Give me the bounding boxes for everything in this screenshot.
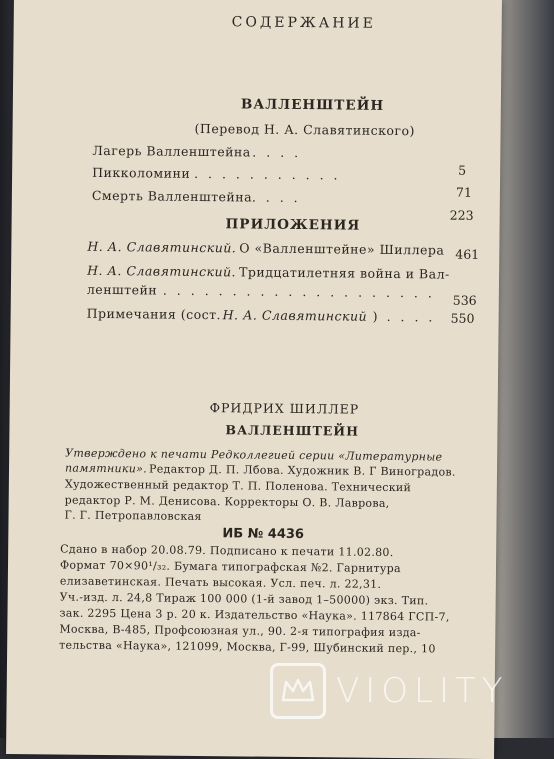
imprint-ib-number: ИБ № 4436 <box>222 526 305 543</box>
toc-entry-page: 550 <box>450 310 475 326</box>
imprint-series-name: памятники». <box>64 461 148 476</box>
toc-entry-label: О «Валленштейне» Шиллера <box>239 240 445 258</box>
crown-icon <box>270 663 326 719</box>
toc-entry-label-continued: ленштейн <box>86 281 158 298</box>
toc-entry-label: Пикколомини <box>92 164 191 181</box>
toc-entry-author: Н. А. Славятинский <box>222 307 368 324</box>
toc-entry-dots: . . . . . . . . . . . . . . . . . . . . <box>162 282 435 301</box>
toc-entry-dots: . . . . <box>251 189 301 206</box>
section-title-wallenstein: ВАЛЛЕНШТЕЙН <box>240 96 385 114</box>
section-title-appendices: ПРИЛОЖЕНИЯ <box>225 216 361 234</box>
imprint-editors: Редактор Д. П. Лбова. Художник В. Г Виноградов. <box>148 462 456 479</box>
toc-entry-dots: . . . . . . . . . . . <box>194 165 341 183</box>
book-page <box>6 0 502 759</box>
toc-entry-label: Примечания (сост. <box>86 305 222 323</box>
imprint-publication-line: елизаветинская. Печать высокая. Усл. печ. л. 22,31. <box>59 574 382 591</box>
toc-entry-author: Н. А. Славятинский. <box>87 262 237 280</box>
imprint-publication-line: Москва, В-485, Профсоюзная ул., 90. 2-я типография изда- <box>59 622 421 640</box>
imprint-credits-line: Г. Г. Петропавловская <box>64 508 202 523</box>
toc-heading: СОДЕРЖАНИЕ <box>231 14 376 32</box>
toc-entry-dots: . . . . <box>386 308 436 325</box>
imprint-publication-line: Сдано в набор 20.08.79. Подписано к печати 11.02.80. <box>60 542 394 560</box>
toc-entry-page: 5 <box>458 162 467 178</box>
imprint-publication-line: Формат 70×90¹/₃₂. Бумага типографская №2. Гарнитура <box>59 558 401 576</box>
toc-entry-author: Н. А. Славятинский. <box>87 238 237 256</box>
toc-entry-dots: . . . . <box>252 144 302 161</box>
toc-entry-label: Тридцатилетняя война и Вал- <box>239 264 450 282</box>
toc-entry-page: 223 <box>449 207 474 223</box>
imprint-publication-line: Уч.-изд. л. 24,8 Тираж 100 000 (1-й завод 1–50000) экз. Тип. <box>59 590 429 608</box>
toc-entry-label: Смерть Валленштейна <box>91 187 253 205</box>
imprint-credits-line: Художественный редактор Т. П. Поленова. Технический <box>64 477 412 495</box>
violity-watermark <box>270 655 540 727</box>
toc-entry-label: Лагерь Валленштейна <box>92 142 251 160</box>
toc-entry-page: 461 <box>455 246 480 262</box>
imprint-author: ФРИДРИХ ШИЛЛЕР <box>209 400 360 417</box>
toc-entry-page: 536 <box>452 292 477 308</box>
imprint-approval-line: Утверждено к печати Редколлегией серии «Литературные <box>65 446 443 464</box>
imprint-publication-line: зак. 2295 Цена 3 р. 20 к. Издательство «Наука». 117864 ГСП-7, <box>59 606 450 624</box>
imprint-publication-line: тельства «Наука», 121099, Москва, Г-99, Шубинский пер., 10 <box>59 638 436 656</box>
translation-note: (Перевод Н. А. Славятинского) <box>194 120 415 139</box>
imprint-title: ВАЛЛЕНШТЕЙН <box>225 422 360 439</box>
watermark-text: VIOLITY <box>336 671 509 711</box>
imprint-credits-line: редактор Р. М. Денисова. Корректоры О. В. Лаврова, <box>64 493 390 510</box>
toc-entry-page: 71 <box>455 184 472 200</box>
toc-entry-label-end: ) <box>372 308 379 324</box>
